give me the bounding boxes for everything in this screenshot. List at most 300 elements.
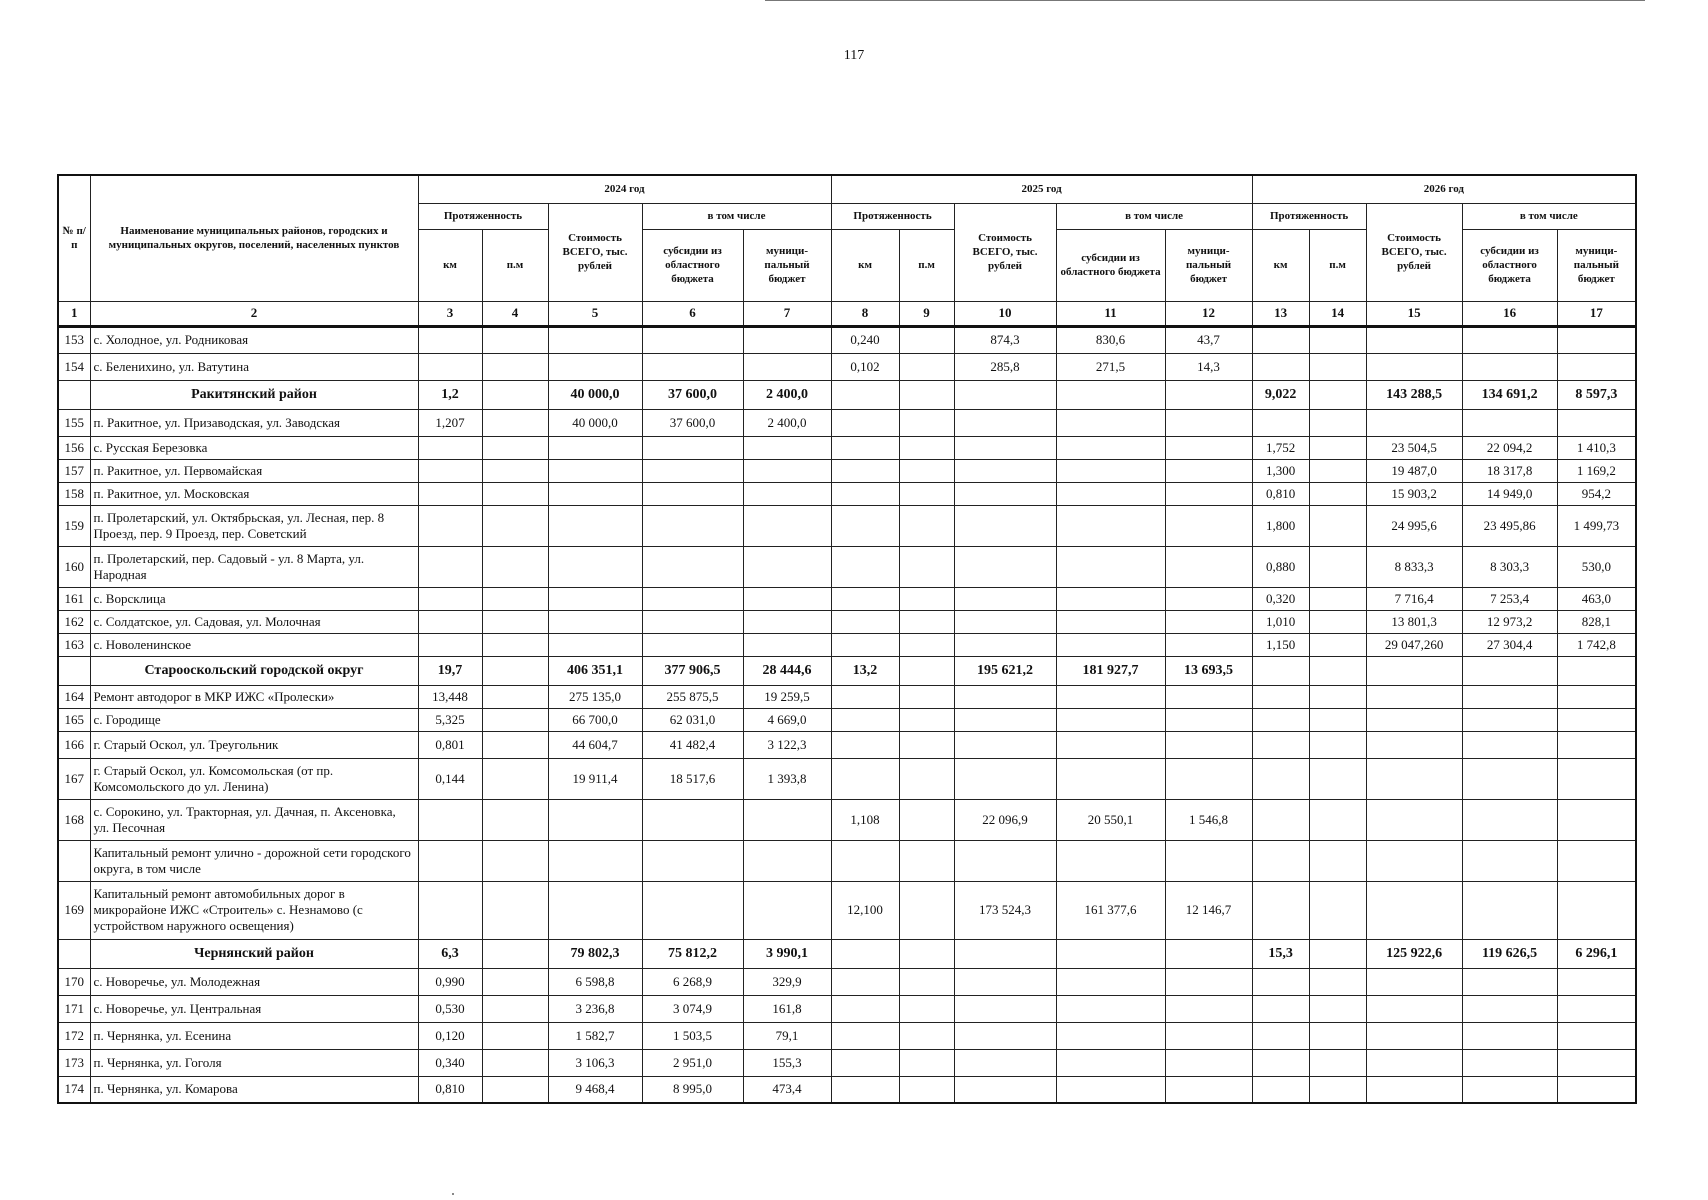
value-cell xyxy=(899,939,954,968)
column-number: 1 xyxy=(58,301,90,326)
table-row xyxy=(58,409,1636,436)
value-cell: 0,530 xyxy=(418,995,482,1022)
value-cell: 6 598,8 xyxy=(548,968,642,995)
value-cell xyxy=(482,656,548,685)
table-header xyxy=(58,175,1636,326)
value-cell: 161 377,6 xyxy=(1056,881,1165,939)
value-cell: 0,880 xyxy=(1252,546,1309,587)
value-cell xyxy=(642,326,743,353)
value-cell xyxy=(1366,1049,1462,1076)
value-cell xyxy=(1252,656,1309,685)
value-cell xyxy=(482,505,548,546)
value-cell xyxy=(899,1022,954,1049)
value-cell xyxy=(642,505,743,546)
value-cell: 2 951,0 xyxy=(642,1049,743,1076)
value-cell xyxy=(743,546,831,587)
value-cell xyxy=(418,505,482,546)
value-cell: 874,3 xyxy=(954,326,1056,353)
value-cell xyxy=(1462,656,1557,685)
value-cell xyxy=(1557,409,1636,436)
value-cell xyxy=(899,1076,954,1103)
table-row xyxy=(58,1022,1636,1049)
value-cell xyxy=(548,482,642,505)
value-cell xyxy=(482,881,548,939)
value-cell xyxy=(482,546,548,587)
value-cell xyxy=(1309,380,1366,409)
row-number: 165 xyxy=(58,708,90,731)
value-cell xyxy=(482,633,548,656)
value-cell: 8 303,3 xyxy=(1462,546,1557,587)
value-cell: 6,3 xyxy=(418,939,482,968)
value-cell xyxy=(548,436,642,459)
value-cell xyxy=(954,633,1056,656)
value-cell: 40 000,0 xyxy=(548,409,642,436)
value-cell xyxy=(642,482,743,505)
value-cell xyxy=(482,482,548,505)
page-number: 117 xyxy=(843,48,865,63)
row-number: 174 xyxy=(58,1076,90,1103)
value-cell xyxy=(831,995,899,1022)
value-cell: 8 995,0 xyxy=(642,1076,743,1103)
value-cell xyxy=(642,353,743,380)
value-cell xyxy=(831,731,899,758)
value-cell xyxy=(1309,1076,1366,1103)
value-cell: 13 693,5 xyxy=(1165,656,1252,685)
value-cell xyxy=(1309,731,1366,758)
value-cell xyxy=(1056,587,1165,610)
value-cell xyxy=(1557,1049,1636,1076)
value-cell xyxy=(1309,409,1366,436)
value-cell: 125 922,6 xyxy=(1366,939,1462,968)
value-cell xyxy=(1462,685,1557,708)
value-cell xyxy=(1056,731,1165,758)
table-row xyxy=(58,758,1636,799)
locality-name: с. Солдатское, ул. Садовая, ул. Молочная xyxy=(90,610,418,633)
value-cell xyxy=(1165,436,1252,459)
value-cell xyxy=(831,1076,899,1103)
value-cell xyxy=(899,505,954,546)
value-cell xyxy=(954,546,1056,587)
value-cell xyxy=(418,546,482,587)
scan-speck xyxy=(452,1193,454,1195)
value-cell xyxy=(899,633,954,656)
km-header: км xyxy=(1252,229,1309,301)
value-cell xyxy=(1462,708,1557,731)
value-cell: 1 503,5 xyxy=(642,1022,743,1049)
value-cell xyxy=(1252,1049,1309,1076)
value-cell xyxy=(482,968,548,995)
column-number: 8 xyxy=(831,301,899,326)
value-cell: 1,010 xyxy=(1252,610,1309,633)
value-cell: 7 253,4 xyxy=(1462,587,1557,610)
value-cell: 22 094,2 xyxy=(1462,436,1557,459)
value-cell xyxy=(1462,758,1557,799)
value-cell xyxy=(548,799,642,840)
value-cell xyxy=(899,731,954,758)
value-cell xyxy=(1056,459,1165,482)
value-cell xyxy=(899,353,954,380)
value-cell: 0,810 xyxy=(418,1076,482,1103)
value-cell xyxy=(548,546,642,587)
pm-header: п.м xyxy=(482,229,548,301)
value-cell xyxy=(831,840,899,881)
value-cell xyxy=(954,840,1056,881)
locality-name: с. Ворсклица xyxy=(90,587,418,610)
value-cell xyxy=(482,799,548,840)
locality-name: с. Городище xyxy=(90,708,418,731)
value-cell xyxy=(1252,840,1309,881)
locality-name: с. Новоречье, ул. Центральная xyxy=(90,995,418,1022)
value-cell: 1 742,8 xyxy=(1557,633,1636,656)
locality-name: с. Холодное, ул. Родниковая xyxy=(90,326,418,353)
pm-header: п.м xyxy=(1309,229,1366,301)
value-cell: 473,4 xyxy=(743,1076,831,1103)
value-cell xyxy=(482,1049,548,1076)
top-rule xyxy=(765,0,1645,1)
value-cell xyxy=(1165,633,1252,656)
value-cell: 4 669,0 xyxy=(743,708,831,731)
value-cell: 5,325 xyxy=(418,708,482,731)
value-cell xyxy=(1056,1022,1165,1049)
value-cell xyxy=(1366,799,1462,840)
year-2026-header: 2026 год xyxy=(1252,175,1636,203)
value-cell xyxy=(1366,656,1462,685)
row-number: 172 xyxy=(58,1022,90,1049)
value-cell xyxy=(418,326,482,353)
value-cell xyxy=(1462,731,1557,758)
value-cell xyxy=(1309,1049,1366,1076)
km-header: км xyxy=(831,229,899,301)
locality-name: п. Ракитное, ул. Первомайская xyxy=(90,459,418,482)
locality-name: г. Старый Оскол, ул. Комсомольская (от пр. Комсомольского до ул. Ленина) xyxy=(90,758,418,799)
column-number-row xyxy=(58,301,1636,326)
value-cell xyxy=(1309,995,1366,1022)
value-cell xyxy=(954,995,1056,1022)
value-cell: 3 074,9 xyxy=(642,995,743,1022)
row-number: 162 xyxy=(58,610,90,633)
table-row xyxy=(58,610,1636,633)
value-cell: 0,144 xyxy=(418,758,482,799)
value-cell xyxy=(899,758,954,799)
value-cell xyxy=(1309,353,1366,380)
value-cell xyxy=(831,633,899,656)
value-cell: 0,240 xyxy=(831,326,899,353)
value-cell xyxy=(548,587,642,610)
value-cell xyxy=(1165,840,1252,881)
km-header: км xyxy=(418,229,482,301)
table-row xyxy=(58,799,1636,840)
value-cell xyxy=(831,1049,899,1076)
district-total-row xyxy=(58,380,1636,409)
row-number xyxy=(58,939,90,968)
value-cell xyxy=(899,482,954,505)
length-header: Протяженность xyxy=(418,203,548,229)
value-cell xyxy=(1165,380,1252,409)
value-cell xyxy=(482,380,548,409)
value-cell xyxy=(899,995,954,1022)
value-cell xyxy=(1252,353,1309,380)
value-cell: 285,8 xyxy=(954,353,1056,380)
value-cell xyxy=(1056,995,1165,1022)
column-number: 13 xyxy=(1252,301,1309,326)
value-cell: 9 468,4 xyxy=(548,1076,642,1103)
locality-name: п. Чернянка, ул. Комарова xyxy=(90,1076,418,1103)
value-cell xyxy=(482,436,548,459)
value-cell xyxy=(1056,436,1165,459)
cost-header: Стоимость ВСЕГО, тыс. рублей xyxy=(1366,203,1462,301)
value-cell: 19 911,4 xyxy=(548,758,642,799)
row-number: 167 xyxy=(58,758,90,799)
value-cell xyxy=(743,610,831,633)
value-cell xyxy=(954,731,1056,758)
value-cell xyxy=(642,840,743,881)
value-cell xyxy=(482,326,548,353)
value-cell xyxy=(831,587,899,610)
value-cell: 79 802,3 xyxy=(548,939,642,968)
municipal-header: муници- пальный бюджет xyxy=(1557,229,1636,301)
value-cell: 9,022 xyxy=(1252,380,1309,409)
year-2024-header: 2024 год xyxy=(418,175,831,203)
value-cell xyxy=(954,436,1056,459)
value-cell xyxy=(831,939,899,968)
value-cell: 161,8 xyxy=(743,995,831,1022)
value-cell: 0,120 xyxy=(418,1022,482,1049)
locality-name: с. Новоленинское xyxy=(90,633,418,656)
column-number: 12 xyxy=(1165,301,1252,326)
value-cell xyxy=(1056,546,1165,587)
value-cell xyxy=(1165,939,1252,968)
value-cell xyxy=(1056,939,1165,968)
column-number: 14 xyxy=(1309,301,1366,326)
value-cell: 44 604,7 xyxy=(548,731,642,758)
value-cell xyxy=(831,409,899,436)
district-name: Чернянский район xyxy=(90,939,418,968)
value-cell xyxy=(418,881,482,939)
value-cell xyxy=(1165,546,1252,587)
subsidy-header: субсидии из областного бюджета xyxy=(1056,229,1165,301)
value-cell xyxy=(1557,1076,1636,1103)
value-cell xyxy=(899,587,954,610)
row-number: 160 xyxy=(58,546,90,587)
locality-name: п. Пролетарский, пер. Садовый - ул. 8 Марта, ул. Народная xyxy=(90,546,418,587)
table-row xyxy=(58,708,1636,731)
value-cell xyxy=(642,881,743,939)
value-cell xyxy=(1366,409,1462,436)
value-cell xyxy=(899,326,954,353)
value-cell xyxy=(743,436,831,459)
subsidy-header: субсидии из областного бюджета xyxy=(1462,229,1557,301)
col-name-header: Наименование муниципальных районов, городских и муниципальных округов, поселений, населенных пунктов xyxy=(90,175,418,301)
value-cell xyxy=(899,546,954,587)
value-cell xyxy=(743,587,831,610)
table-row xyxy=(58,546,1636,587)
value-cell xyxy=(642,436,743,459)
value-cell xyxy=(743,799,831,840)
value-cell xyxy=(1309,685,1366,708)
locality-name: г. Старый Оскол, ул. Треугольник xyxy=(90,731,418,758)
value-cell xyxy=(954,758,1056,799)
value-cell xyxy=(642,610,743,633)
value-cell xyxy=(831,1022,899,1049)
row-number: 161 xyxy=(58,587,90,610)
municipal-header: муници- пальный бюджет xyxy=(1165,229,1252,301)
value-cell xyxy=(899,685,954,708)
value-cell xyxy=(1557,968,1636,995)
value-cell xyxy=(482,1022,548,1049)
value-cell xyxy=(1056,1076,1165,1103)
value-cell xyxy=(1309,633,1366,656)
value-cell xyxy=(1165,685,1252,708)
value-cell xyxy=(1557,799,1636,840)
table-row xyxy=(58,436,1636,459)
locality-name: с. Сорокино, ул. Тракторная, ул. Дачная, п. Аксеновка, ул. Песочная xyxy=(90,799,418,840)
value-cell xyxy=(831,758,899,799)
value-cell xyxy=(1252,326,1309,353)
value-cell xyxy=(954,482,1056,505)
value-cell xyxy=(954,459,1056,482)
locality-name: п. Чернянка, ул. Есенина xyxy=(90,1022,418,1049)
value-cell xyxy=(1309,546,1366,587)
value-cell xyxy=(1309,1022,1366,1049)
value-cell: 1 169,2 xyxy=(1557,459,1636,482)
value-cell: 13,2 xyxy=(831,656,899,685)
value-cell xyxy=(1462,881,1557,939)
locality-name: с. Беленихино, ул. Ватутина xyxy=(90,353,418,380)
value-cell xyxy=(1557,881,1636,939)
value-cell xyxy=(899,708,954,731)
value-cell: 0,340 xyxy=(418,1049,482,1076)
value-cell xyxy=(743,840,831,881)
value-cell xyxy=(1056,633,1165,656)
table-row xyxy=(58,685,1636,708)
value-cell: 13 801,3 xyxy=(1366,610,1462,633)
row-number: 169 xyxy=(58,881,90,939)
column-number: 15 xyxy=(1366,301,1462,326)
value-cell: 19 487,0 xyxy=(1366,459,1462,482)
value-cell xyxy=(1165,409,1252,436)
value-cell: 3 122,3 xyxy=(743,731,831,758)
value-cell: 1,207 xyxy=(418,409,482,436)
value-cell xyxy=(831,968,899,995)
table-row xyxy=(58,1049,1636,1076)
row-number: 154 xyxy=(58,353,90,380)
district-total-row xyxy=(58,656,1636,685)
value-cell xyxy=(1252,685,1309,708)
road-repair-table-container xyxy=(57,174,1635,1104)
locality-name: п. Пролетарский, ул. Октябрьская, ул. Лесная, пер. 8 Проезд, пер. 9 Проезд, пер. Советский xyxy=(90,505,418,546)
value-cell xyxy=(418,840,482,881)
table-row xyxy=(58,459,1636,482)
value-cell: 41 482,4 xyxy=(642,731,743,758)
value-cell: 3 106,3 xyxy=(548,1049,642,1076)
value-cell xyxy=(899,656,954,685)
value-cell xyxy=(1366,968,1462,995)
value-cell xyxy=(1165,1022,1252,1049)
value-cell xyxy=(743,482,831,505)
table-row xyxy=(58,326,1636,353)
value-cell xyxy=(899,1049,954,1076)
value-cell xyxy=(482,587,548,610)
value-cell: 19,7 xyxy=(418,656,482,685)
value-cell xyxy=(954,1076,1056,1103)
value-cell: 1,2 xyxy=(418,380,482,409)
value-cell xyxy=(482,731,548,758)
value-cell: 27 304,4 xyxy=(1462,633,1557,656)
value-cell xyxy=(831,505,899,546)
value-cell xyxy=(1309,436,1366,459)
value-cell xyxy=(482,1076,548,1103)
value-cell: 18 517,6 xyxy=(642,758,743,799)
row-number: 163 xyxy=(58,633,90,656)
value-cell: 406 351,1 xyxy=(548,656,642,685)
value-cell xyxy=(1165,459,1252,482)
value-cell: 19 259,5 xyxy=(743,685,831,708)
value-cell: 275 135,0 xyxy=(548,685,642,708)
value-cell xyxy=(831,436,899,459)
value-cell: 329,9 xyxy=(743,968,831,995)
pm-header: п.м xyxy=(899,229,954,301)
value-cell xyxy=(1252,708,1309,731)
value-cell: 15,3 xyxy=(1252,939,1309,968)
value-cell: 1 582,7 xyxy=(548,1022,642,1049)
value-cell xyxy=(642,587,743,610)
length-header: Протяженность xyxy=(831,203,954,229)
value-cell xyxy=(1309,840,1366,881)
value-cell xyxy=(1252,881,1309,939)
table-row xyxy=(58,968,1636,995)
value-cell xyxy=(1366,685,1462,708)
value-cell xyxy=(1165,731,1252,758)
value-cell xyxy=(831,380,899,409)
value-cell: 29 047,260 xyxy=(1366,633,1462,656)
value-cell: 1 393,8 xyxy=(743,758,831,799)
locality-name: с. Русская Березовка xyxy=(90,436,418,459)
value-cell: 377 906,5 xyxy=(642,656,743,685)
value-cell xyxy=(899,459,954,482)
value-cell: 6 268,9 xyxy=(642,968,743,995)
value-cell xyxy=(1462,1049,1557,1076)
value-cell: 12,100 xyxy=(831,881,899,939)
value-cell: 75 812,2 xyxy=(642,939,743,968)
table-row xyxy=(58,881,1636,939)
value-cell xyxy=(548,633,642,656)
value-cell: 28 444,6 xyxy=(743,656,831,685)
value-cell xyxy=(1366,758,1462,799)
value-cell xyxy=(954,685,1056,708)
value-cell xyxy=(831,610,899,633)
value-cell: 13,448 xyxy=(418,685,482,708)
value-cell xyxy=(1366,353,1462,380)
table-row xyxy=(58,505,1636,546)
column-number: 11 xyxy=(1056,301,1165,326)
value-cell xyxy=(1462,326,1557,353)
value-cell xyxy=(1557,353,1636,380)
value-cell xyxy=(743,459,831,482)
value-cell xyxy=(899,409,954,436)
row-number: 157 xyxy=(58,459,90,482)
locality-name: п. Чернянка, ул. Гоголя xyxy=(90,1049,418,1076)
value-cell: 255 875,5 xyxy=(642,685,743,708)
year-2025-header: 2025 год xyxy=(831,175,1252,203)
value-cell: 8 833,3 xyxy=(1366,546,1462,587)
value-cell: 195 621,2 xyxy=(954,656,1056,685)
value-cell xyxy=(1366,708,1462,731)
table-row xyxy=(58,353,1636,380)
value-cell xyxy=(1366,840,1462,881)
value-cell xyxy=(418,587,482,610)
value-cell xyxy=(954,1022,1056,1049)
value-cell xyxy=(418,436,482,459)
